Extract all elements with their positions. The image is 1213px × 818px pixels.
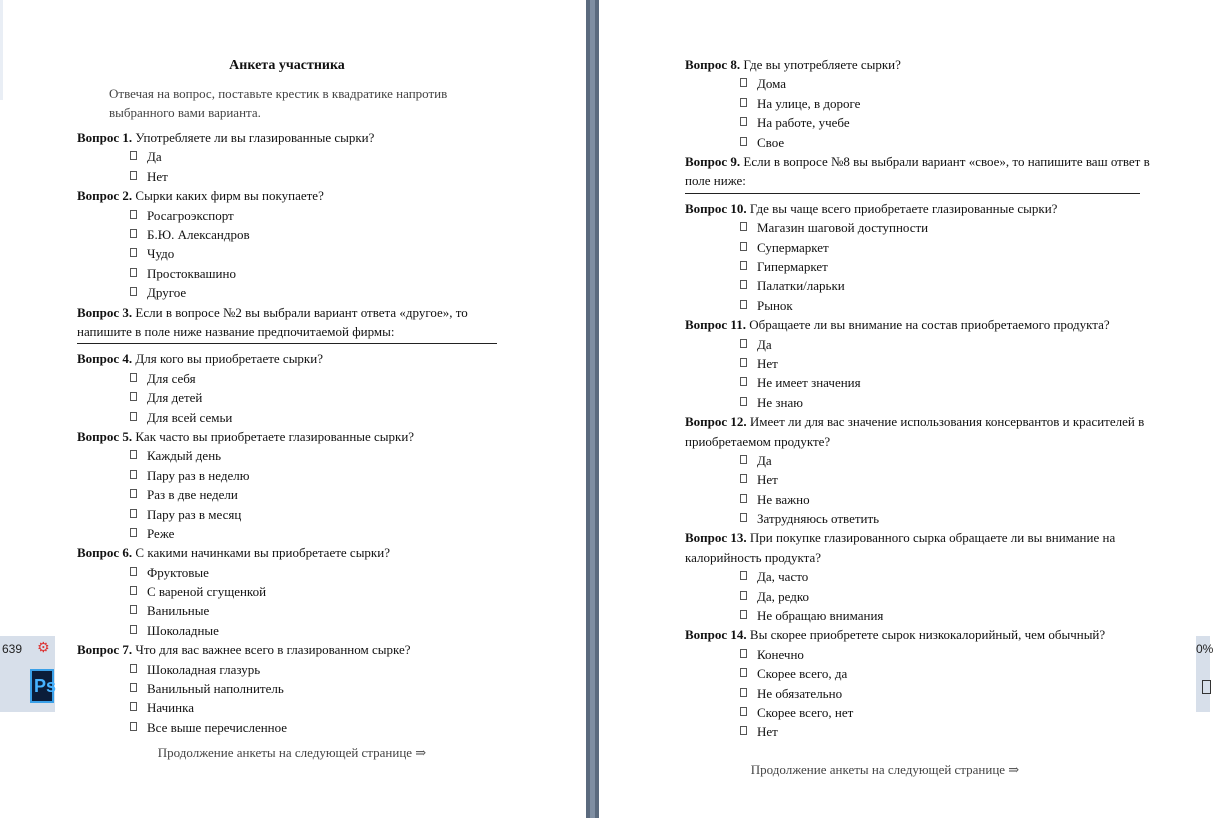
option-label: Пару раз в месяц [147, 506, 242, 522]
document-page-2 [685, 0, 1165, 779]
option-label: Да, редко [757, 588, 810, 604]
option-label: Гипермаркет [757, 258, 828, 274]
checkbox-square-icon[interactable] [740, 513, 747, 522]
option-label: Конечно [757, 646, 804, 662]
option-label: Нет [757, 724, 778, 740]
option-item[interactable] [130, 283, 507, 302]
checkbox-square-icon[interactable] [130, 528, 137, 537]
checkbox-square-icon[interactable] [130, 702, 137, 711]
option-item[interactable] [740, 664, 1165, 683]
option-item[interactable] [740, 218, 1165, 237]
option-label: Да, часто [757, 569, 809, 585]
question-number: Вопрос 3. [77, 304, 133, 320]
option-item[interactable] [740, 296, 1165, 315]
option-label: Реже [147, 525, 175, 541]
question-text: При покупке глазированного сырка обращаете ли вы внимание на калорийность продукта? [685, 530, 1116, 565]
checkbox-square-icon[interactable] [740, 688, 747, 697]
question-7 [685, 625, 1165, 644]
option-item[interactable] [130, 244, 507, 263]
checkbox-square-icon[interactable] [740, 98, 747, 107]
document-page-1 [77, 0, 507, 763]
question-number: Вопрос 13. [685, 530, 747, 546]
checkbox-square-icon[interactable] [130, 605, 137, 614]
page-separator [586, 0, 599, 818]
answer-line[interactable] [77, 343, 497, 344]
option-label: Не обязательно [757, 685, 843, 701]
checkbox-square-icon[interactable] [740, 242, 747, 251]
question-number: Вопрос 11. [685, 317, 746, 333]
question-4 [77, 349, 507, 368]
question-text: Если в вопросе №8 вы выбрали вариант «свое», то напишите ваш ответ в поле ниже: [685, 153, 1150, 189]
checkbox-square-icon[interactable] [130, 509, 137, 518]
window-edge [0, 0, 3, 100]
checkbox-square-icon[interactable] [740, 397, 747, 406]
option-label: Магазин шаговой доступности [757, 220, 929, 236]
option-label: Нет [147, 168, 168, 184]
option-label: Рынок [757, 297, 793, 313]
option-list [77, 563, 507, 641]
option-label: Не знаю [757, 394, 803, 410]
option-list [685, 567, 1165, 625]
checkbox-square-icon[interactable] [130, 450, 137, 459]
option-label: На работе, учебе [757, 115, 850, 131]
option-item[interactable] [740, 393, 1165, 412]
option-item[interactable] [130, 446, 507, 465]
option-label: Б.Ю. Александров [147, 226, 250, 242]
option-label: Скорее всего, нет [757, 705, 854, 721]
option-item[interactable] [130, 369, 507, 388]
question-text: Сырки каких фирм вы покупаете? [135, 188, 324, 204]
option-item[interactable] [130, 505, 507, 524]
option-label: Шоколадные [147, 622, 219, 638]
gear-icon[interactable]: ⚙ [37, 640, 50, 656]
option-list [77, 446, 507, 543]
question-number: Вопрос 2. [77, 188, 133, 204]
option-list [77, 660, 507, 738]
option-item[interactable] [740, 257, 1165, 276]
option-item[interactable] [130, 679, 507, 698]
option-label: Не имеет значения [757, 375, 861, 391]
checkbox-square-icon[interactable] [740, 78, 747, 87]
option-item[interactable] [740, 451, 1165, 470]
option-item[interactable] [740, 490, 1165, 509]
option-label: Для детей [147, 390, 203, 406]
checkbox-square-icon[interactable] [130, 373, 137, 382]
checkbox-square-icon[interactable] [130, 151, 137, 160]
option-label: Чудо [147, 246, 175, 262]
checkbox-square-icon[interactable] [130, 229, 137, 238]
option-item[interactable] [130, 466, 507, 485]
question-number: Вопрос 10. [685, 200, 747, 216]
question-text: Как часто вы приобретаете глазированные сырки? [135, 428, 415, 444]
question-1 [685, 55, 1165, 74]
question-text: Где вы чаще всего приобретаете глазированные сырки? [749, 200, 1058, 216]
checkbox-square-icon[interactable] [740, 358, 747, 367]
question-number: Вопрос 5. [77, 428, 133, 444]
checkbox-square-icon[interactable] [130, 268, 137, 277]
question-text: Обращаете ли вы внимание на состав приобретаемого продукта? [749, 317, 1110, 333]
option-item[interactable] [130, 485, 507, 504]
option-item[interactable] [130, 524, 507, 543]
option-list [685, 451, 1165, 529]
option-label: Шоколадная глазурь [147, 661, 261, 677]
taskbar-number: 639 [2, 642, 23, 656]
option-item[interactable] [740, 276, 1165, 295]
question-text: Для кого вы приобретаете сырки? [135, 351, 323, 367]
option-label: Каждый день [147, 448, 222, 464]
option-label: Ванильные [147, 603, 210, 619]
question-1 [77, 128, 507, 147]
question-number: Вопрос 8. [685, 57, 741, 72]
option-label: Супермаркет [757, 239, 829, 255]
question-number: Вопрос 1. [77, 130, 133, 145]
option-item[interactable] [740, 238, 1165, 257]
checkbox-square-icon[interactable] [740, 726, 747, 735]
option-label: Не важно [757, 491, 810, 507]
page-title: Анкета участника [229, 58, 345, 73]
question-text: Что для вас важнее всего в глазированном сырке? [135, 642, 411, 658]
option-item[interactable] [130, 601, 507, 620]
answer-line[interactable] [685, 193, 1140, 194]
option-item[interactable] [130, 408, 507, 427]
option-item[interactable] [130, 621, 507, 640]
option-item[interactable] [740, 684, 1165, 703]
option-item[interactable] [740, 606, 1165, 625]
question-list-page-2 [685, 55, 1165, 742]
option-item[interactable] [740, 94, 1165, 113]
question-4 [685, 315, 1165, 334]
question-7 [77, 640, 507, 659]
checkbox-square-icon[interactable] [130, 248, 137, 257]
checkbox-square-icon[interactable] [740, 668, 747, 677]
checkbox-square-icon[interactable] [130, 586, 137, 595]
checkbox-square-icon[interactable] [740, 377, 747, 386]
checkbox-square-icon[interactable] [740, 222, 747, 231]
question-text: С какими начинками вы приобретаете сырки? [135, 545, 390, 561]
taskbar-percent: 0% [1196, 642, 1213, 656]
option-label: Начинка [147, 700, 194, 716]
question-6 [77, 543, 507, 562]
checkbox-square-icon[interactable] [130, 664, 137, 673]
option-item[interactable] [130, 698, 507, 717]
checkbox-square-icon[interactable] [130, 722, 137, 731]
question-text: Где вы употребляете сырки? [743, 57, 901, 72]
option-label: Ванильный наполнитель [147, 681, 284, 697]
option-item[interactable] [130, 563, 507, 582]
option-label: Палатки/ларьки [757, 278, 845, 294]
option-item[interactable] [740, 587, 1165, 606]
option-label: Нет [757, 472, 778, 488]
option-item[interactable] [740, 703, 1165, 722]
checkbox-square-icon[interactable] [130, 392, 137, 401]
checkbox-square-icon[interactable] [130, 567, 137, 576]
continue-note-page-2: Продолжение анкеты на следующей странице ⇒ [750, 761, 1020, 777]
option-item[interactable] [740, 354, 1165, 373]
checkbox-square-icon[interactable] [740, 455, 747, 464]
checkbox-square-icon[interactable] [740, 280, 747, 289]
question-number: Вопрос 4. [77, 351, 133, 367]
window-icon[interactable] [1202, 680, 1211, 694]
checkbox-square-icon[interactable] [740, 494, 747, 503]
option-label: Свое [757, 134, 785, 150]
checkbox-square-icon[interactable] [130, 171, 137, 180]
question-number: Вопрос 6. [77, 545, 133, 561]
checkbox-square-icon[interactable] [130, 412, 137, 421]
option-label: Нет [757, 355, 778, 371]
option-list [685, 74, 1165, 152]
option-label: Раз в две недели [147, 487, 238, 503]
option-item[interactable] [740, 470, 1165, 489]
question-5 [77, 427, 507, 446]
photoshop-app-icon[interactable]: Ps [30, 669, 54, 703]
option-item[interactable] [740, 74, 1165, 93]
checkbox-square-icon[interactable] [740, 261, 747, 270]
question-number: Вопрос 12. [685, 414, 747, 430]
option-item[interactable] [740, 645, 1165, 664]
question-6 [685, 528, 1165, 567]
question-list-page-1 [77, 128, 507, 737]
option-label: Для себя [147, 370, 196, 386]
option-item[interactable] [130, 264, 507, 283]
checkbox-square-icon[interactable] [740, 474, 747, 483]
option-label: Другое [147, 285, 187, 301]
option-item[interactable] [130, 147, 507, 166]
option-item[interactable] [740, 133, 1165, 152]
option-item[interactable] [130, 582, 507, 601]
question-text: Имеет ли для вас значение использования консервантов и красителей в приобретаемом продукте? [685, 414, 1145, 449]
option-item[interactable] [130, 660, 507, 679]
checkbox-square-icon[interactable] [740, 117, 747, 126]
checkbox-square-icon[interactable] [740, 707, 747, 716]
question-3 [77, 303, 507, 342]
option-item[interactable] [740, 113, 1165, 132]
question-5 [685, 412, 1165, 451]
option-list [77, 147, 507, 186]
option-item[interactable] [130, 225, 507, 244]
option-label: Дома [757, 76, 787, 92]
checkbox-square-icon[interactable] [130, 287, 137, 296]
option-label: Все выше перечисленное [147, 719, 288, 735]
checkbox-square-icon[interactable] [740, 339, 747, 348]
option-label: Фруктовые [147, 564, 209, 580]
option-list [685, 645, 1165, 742]
option-item[interactable] [130, 388, 507, 407]
option-item[interactable] [740, 335, 1165, 354]
option-label: С вареной сгущенкой [147, 584, 267, 600]
question-number: Вопрос 9. [685, 153, 741, 169]
question-text: Употребляете ли вы глазированные сырки? [135, 130, 375, 145]
option-list [685, 218, 1165, 315]
option-label: Росагроэкспорт [147, 207, 234, 223]
question-3 [685, 199, 1165, 218]
checkbox-square-icon[interactable] [130, 489, 137, 498]
checkbox-square-icon[interactable] [740, 300, 747, 309]
option-label: Скорее всего, да [757, 666, 848, 682]
checkbox-square-icon[interactable] [740, 137, 747, 146]
question-number: Вопрос 7. [77, 642, 133, 658]
option-item[interactable] [740, 722, 1165, 741]
checkbox-square-icon[interactable] [130, 683, 137, 692]
option-item[interactable] [130, 167, 507, 186]
option-item[interactable] [740, 373, 1165, 392]
option-label: Пару раз в неделю [147, 467, 250, 483]
checkbox-square-icon[interactable] [130, 210, 137, 219]
question-text: Если в вопросе №2 вы выбрали вариант ответа «другое», то напишите в поле ниже название предпочитаемой фирмы: [77, 304, 468, 339]
checkbox-square-icon[interactable] [740, 591, 747, 600]
question-2 [77, 186, 507, 205]
option-item[interactable] [740, 567, 1165, 586]
checkbox-square-icon[interactable] [130, 625, 137, 634]
checkbox-square-icon[interactable] [740, 610, 747, 619]
checkbox-square-icon[interactable] [130, 470, 137, 479]
option-label: На улице, в дороге [757, 95, 861, 111]
option-list [77, 206, 507, 303]
checkbox-square-icon[interactable] [740, 649, 747, 658]
question-text: Вы скорее приобретете сырок низкокалорийный, чем обычный? [749, 627, 1106, 643]
option-label: Да [757, 336, 772, 352]
intro-text: Отвечая на вопрос, поставьте крестик в квадратике напротив выбранного вами варианта. [109, 86, 448, 120]
option-list [77, 369, 507, 427]
option-item[interactable] [130, 718, 507, 737]
question-number: Вопрос 14. [685, 627, 747, 643]
option-list [685, 335, 1165, 413]
checkbox-square-icon[interactable] [740, 571, 747, 580]
option-label: Для всей семьи [147, 409, 233, 425]
option-item[interactable] [130, 206, 507, 225]
option-label: Простоквашино [147, 265, 236, 281]
option-label: Не обращаю внимания [757, 608, 884, 624]
option-label: Да [147, 149, 162, 165]
option-label: Да [757, 452, 772, 468]
option-label: Затрудняюсь ответить [757, 511, 880, 527]
continue-note-page-1: Продолжение анкеты на следующей странице ⇒ [157, 745, 427, 761]
option-item[interactable] [740, 509, 1165, 528]
question-2 [685, 152, 1165, 191]
